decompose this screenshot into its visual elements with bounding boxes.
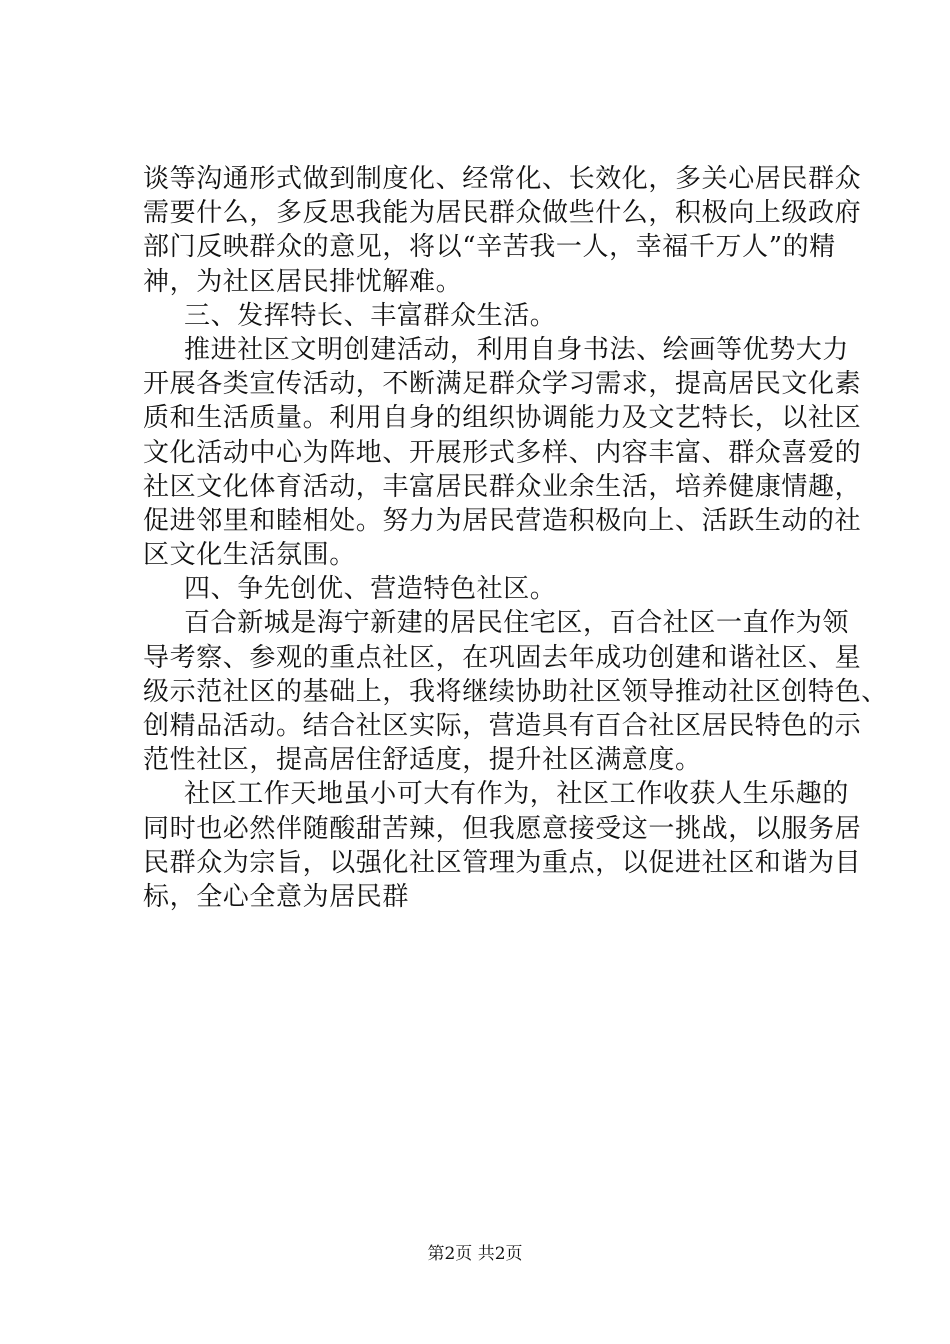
text-line: 同时也必然伴随酸甜苦辣，但我愿意接受这一挑战，以服务居	[143, 813, 862, 844]
text-line: 神，为社区居民排忧解难。	[143, 266, 463, 297]
page-footer: 第2页 共2页	[427, 1244, 523, 1264]
text-line: 谈等沟通形式做到制度化、经常化、长效化，多关心居民群众	[143, 164, 862, 194]
text-line: 社区工作天地虽小可大有作为，社区工作收获人生乐趣的	[184, 779, 850, 810]
text-line: 需要什么，多反思我能为居民群众做些什么，积极向上级政府	[143, 198, 862, 229]
text-line: 文化活动中心为阵地、开展形式多样、内容丰富、群众喜爱的	[143, 437, 862, 468]
text-line: 部门反映群众的意见，将以“辛苦我一人，幸福千万人”的精	[143, 232, 836, 263]
text-line: 范性社区，提高居住舒适度，提升社区满意度。	[143, 745, 702, 776]
text-line: 推进社区文明创建活动，利用自身书法、绘画等优势大力	[184, 334, 850, 365]
text-line: 三、发挥特长、丰富群众生活。	[184, 300, 557, 331]
text-line: 四、争先创优、营造特色社区。	[184, 574, 557, 605]
text-line: 创精品活动。结合社区实际，营造具有百合社区居民特色的示	[143, 711, 862, 741]
document-body	[143, 162, 888, 914]
text-line: 百合新城是海宁新建的居民住宅区，百合社区一直作为领	[184, 608, 850, 639]
text-line: 质和生活质量。利用自身的组织协调能力及文艺特长，以社区	[143, 403, 862, 434]
text-line: 级示范社区的基础上，我将继续协助社区领导推动社区创特色、	[143, 676, 888, 707]
text-line: 促进邻里和睦相处。努力为居民营造积极向上、活跃生动的社	[143, 505, 862, 536]
text-line: 标，全心全意为居民群	[143, 881, 410, 912]
text-line: 导考察、参观的重点社区，在巩固去年成功创建和谐社区、星	[143, 642, 862, 673]
text-line: 开展各类宣传活动，不断满足群众学习需求，提高居民文化素	[143, 369, 862, 400]
text-line: 民群众为宗旨，以强化社区管理为重点，以促进社区和谐为目	[143, 847, 862, 878]
text-line: 区文化生活氛围。	[143, 540, 356, 571]
text-line: 社区文化体育活动，丰富居民群众业余生活，培养健康情趣，	[143, 471, 862, 502]
